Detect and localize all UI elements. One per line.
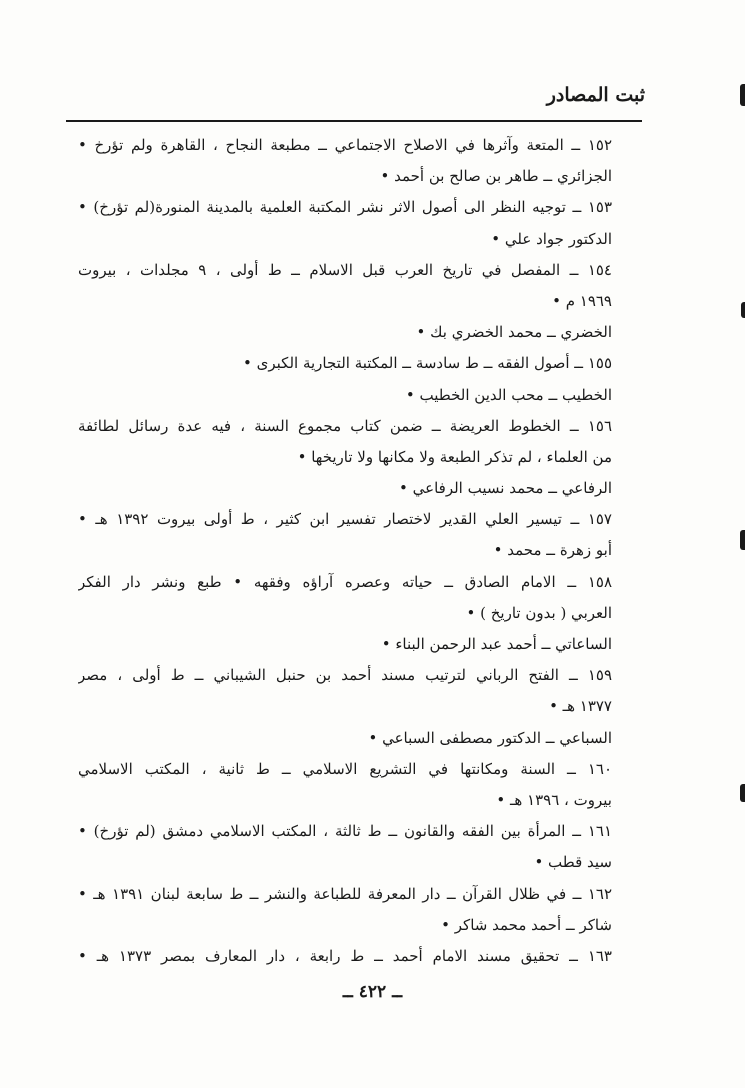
header-divider	[66, 120, 642, 122]
entry-line: ١٥٤ ــ المفصل في تاريخ العرب قبل الاسلام ــ ط أولى ، ٩ مجلدات ، بيروت	[78, 260, 612, 279]
continuation-line: الدكتور جواد علي •	[491, 229, 612, 248]
continuation-line: ١٩٦٩ م •	[552, 291, 612, 310]
author-line: أبو زهرة ــ محمد •	[493, 541, 612, 560]
page-number: ــ ٤٢٢ ــ	[342, 982, 403, 1002]
entry-line: ١٥٥ ــ أصول الفقه ــ ط سادسة ــ المكتبة التجارية الكبرى •	[243, 354, 612, 373]
binding-mark	[740, 530, 745, 550]
entry-line: ١٦٢ ــ في ظلال القرآن ــ دار المعرفة للطباعة والنشر ــ ط سابعة لبنان ١٣٩١ هـ •	[78, 884, 612, 903]
continuation-line: من العلماء ، لم تذكر الطبعة ولا مكانها ولا تاريخها •	[297, 447, 612, 466]
author-line: الرفاعي ــ محمد نسيب الرفاعي •	[399, 479, 612, 498]
author-line: السباعي ــ الدكتور مصطفى السباعي •	[368, 728, 612, 747]
entry-line: ١٦٠ ــ السنة ومكانتها في التشريع الاسلامي ــ ط ثانية ، المكتب الاسلامي	[78, 759, 612, 778]
author-line: الساعاتي ــ أحمد عبد الرحمن البناء •	[381, 635, 612, 653]
entry-line: ١٦٣ ــ تحقيق مسند الامام أحمد ــ ط رابعة ، دار المعارف بمصر ١٣٧٣ هـ •	[78, 946, 612, 965]
author-line: الخضري ــ محمد الخضري بك •	[416, 323, 612, 342]
author-line: سيد قطب •	[534, 853, 612, 872]
entry-line: ١٥٩ ــ الفتح الرباني لترتيب مسند أحمد بن حنبل الشيباني ــ ط أولى ، مصر	[78, 666, 612, 685]
continuation-line: بيروت ، ١٣٩٦ هـ •	[496, 790, 612, 809]
entry-line: ١٥٣ ــ توجيه النظر الى أصول الاثر نشر المكتبة العلمية بالمدينة المنورة(لم تؤرخ) •	[78, 198, 612, 217]
entry-line: ١٦١ ــ المرأة بين الفقه والقانون ــ ط ثالثة ، المكتب الاسلامي دمشق (لم تؤرخ) •	[78, 822, 612, 841]
continuation-line: العربي ( بدون تاريخ ) •	[466, 603, 612, 622]
entry-line: ١٥٢ ــ المتعة وآثرها في الاصلاح الاجتماعي ــ مطبعة النجاح ، القاهرة ولم تؤرخ •	[78, 136, 612, 154]
binding-mark	[740, 84, 745, 106]
author-line: الخطيب ــ محب الدين الخطيب •	[405, 385, 612, 404]
author-line: شاكر ــ أحمد محمد شاكر •	[441, 915, 612, 934]
continuation-line: الجزائري ــ طاهر بن صالح بن أحمد •	[380, 167, 612, 186]
entry-line: ١٥٧ ــ تيسير العلي القدير لاختصار تفسير ابن كثير ، ط أولى بيروت ١٣٩٢ هـ •	[78, 510, 612, 529]
entry-line: ١٥٦ ــ الخطوط العريضة ــ ضمن كتاب مجموع السنة ، فيه عدة رسائل لطائفة	[78, 416, 612, 435]
bibliography-list	[78, 130, 612, 972]
entry-line: ١٥٨ ــ الامام الصادق ــ حياته وعصره آراؤه وفقهه • طبع ونشر دار الفكر	[78, 572, 612, 591]
binding-mark	[740, 784, 745, 802]
running-header-title: ثبت المصادر	[546, 84, 645, 106]
binding-mark	[741, 302, 745, 318]
continuation-line: ١٣٧٧ هـ •	[549, 697, 612, 716]
